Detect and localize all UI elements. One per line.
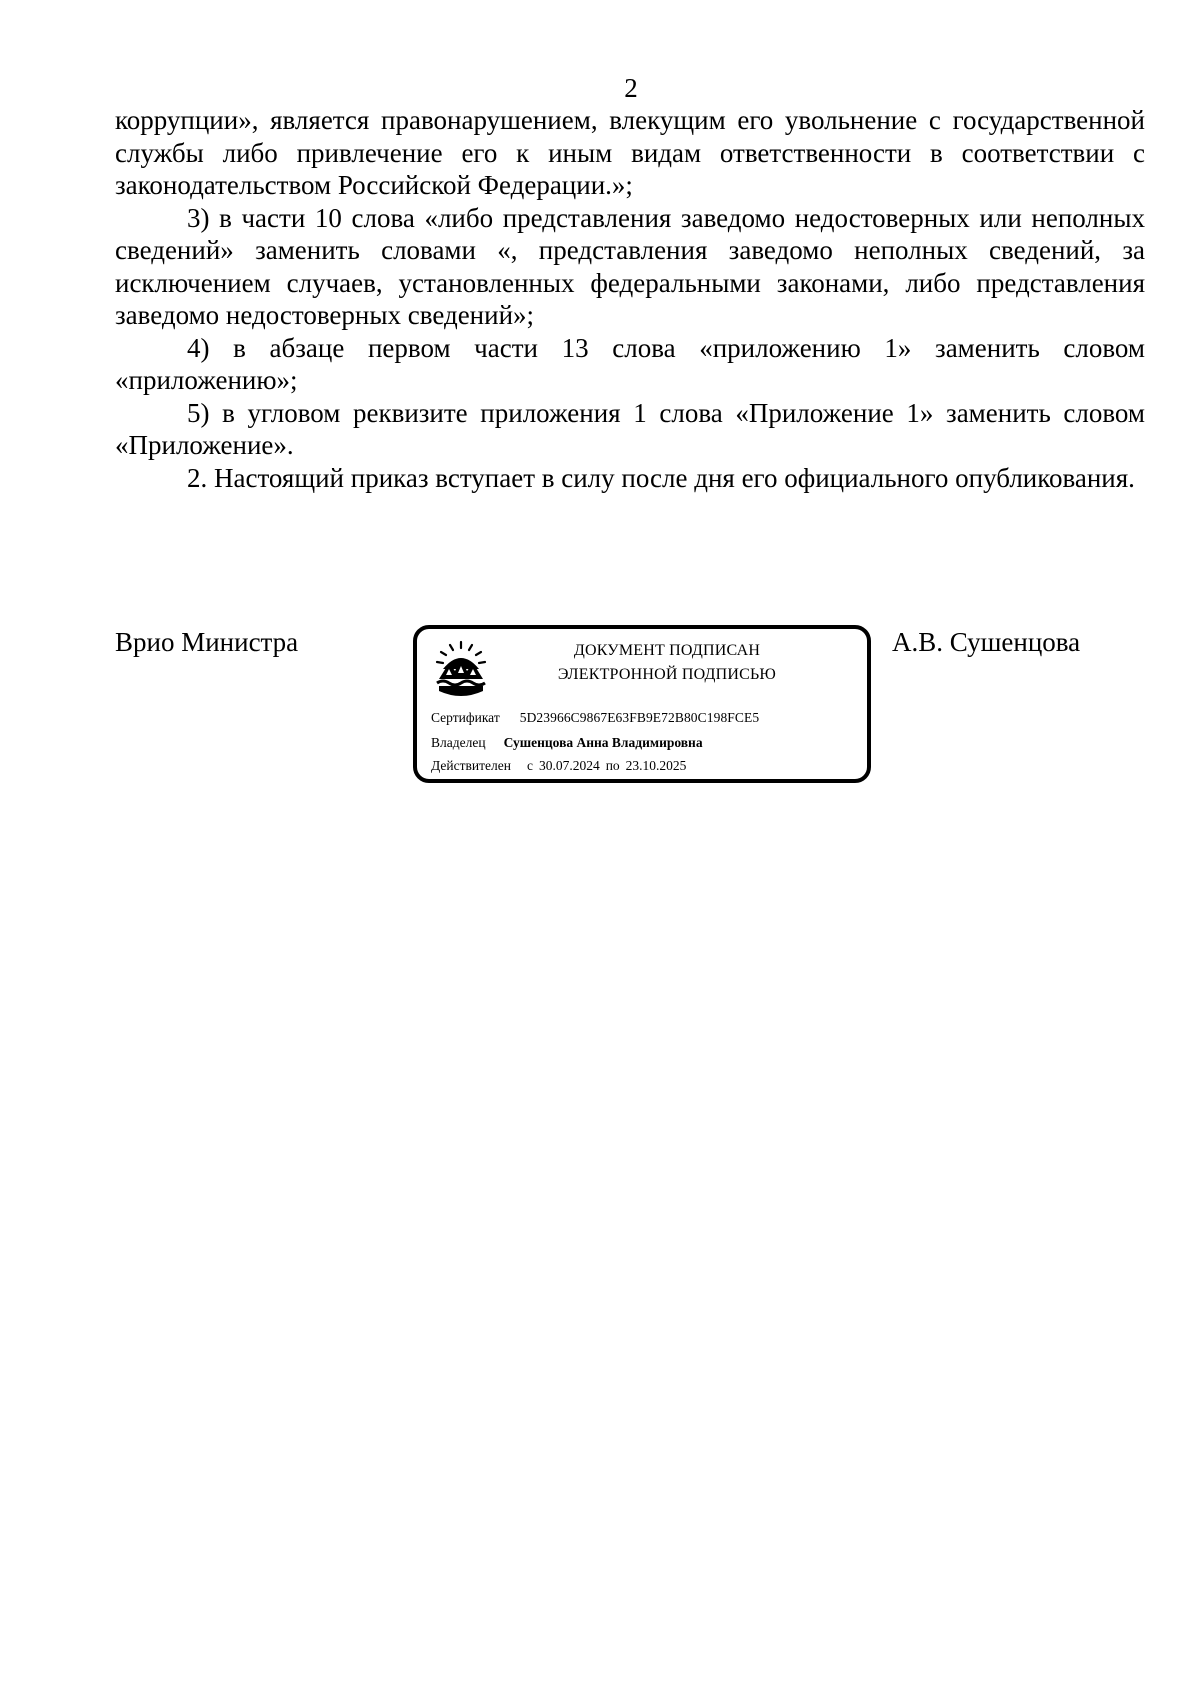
- owner-label: Владелец: [431, 735, 486, 750]
- paragraph-item-5: 5) в угловом реквизите приложения 1 слова «Приложение 1» заменить словом «Приложение».: [115, 397, 1145, 460]
- stamp-validity-row: [431, 757, 686, 775]
- valid-from-date: 30.07.2024: [538, 758, 600, 773]
- stamp-owner-row: [431, 734, 703, 752]
- stamp-title-line-2: ЭЛЕКТРОННОЙ ПОДПИСЬЮ: [557, 666, 777, 683]
- paragraph-item-3: 3) в части 10 слова «либо представления заведомо недостоверных или неполных сведений» заменить словами «, представления заведомо неполных сведений, за исключением случаев, установленных федеральными законами, либо представления заведомо недостоверных сведений»;: [115, 202, 1145, 330]
- owner-value: Сушенцова Анна Владимировна: [503, 735, 703, 750]
- signer-position: Врио Министра: [115, 627, 299, 657]
- paragraph-item-4: 4) в абзаце первом части 13 слова «приложению 1» заменить словом «приложению»;: [115, 332, 1145, 395]
- electronic-signature-stamp: [413, 625, 871, 783]
- signer-name: А.В. Сушенцова: [892, 627, 1081, 657]
- valid-to-prefix: по: [605, 758, 620, 773]
- page-number: 2: [624, 73, 638, 103]
- paragraph-continuation: коррупции», является правонарушением, влекущим его увольнение с государственной службы либо привлечение его к иным видам ответственности в соответствии с законодательством Российской Федерации.»;: [115, 105, 1145, 200]
- valid-from-prefix: с: [526, 758, 533, 773]
- stamp-title-line-1: ДОКУМЕНТ ПОДПИСАН: [573, 642, 761, 659]
- certificate-value: 5D23966C9867E63FB9E72B80C198FCE5: [519, 710, 760, 725]
- stamp-title: [497, 639, 837, 687]
- document-body: [115, 104, 1145, 494]
- certificate-label: Сертификат: [431, 710, 500, 725]
- paragraph-point-2: 2. Настоящий приказ вступает в силу после дня его официального опубликования.: [187, 462, 1135, 493]
- coat-of-arms-icon: [433, 639, 489, 701]
- validity-label: Действителен: [431, 758, 511, 773]
- stamp-certificate-row: [431, 709, 759, 727]
- valid-to-date: 23.10.2025: [625, 758, 687, 773]
